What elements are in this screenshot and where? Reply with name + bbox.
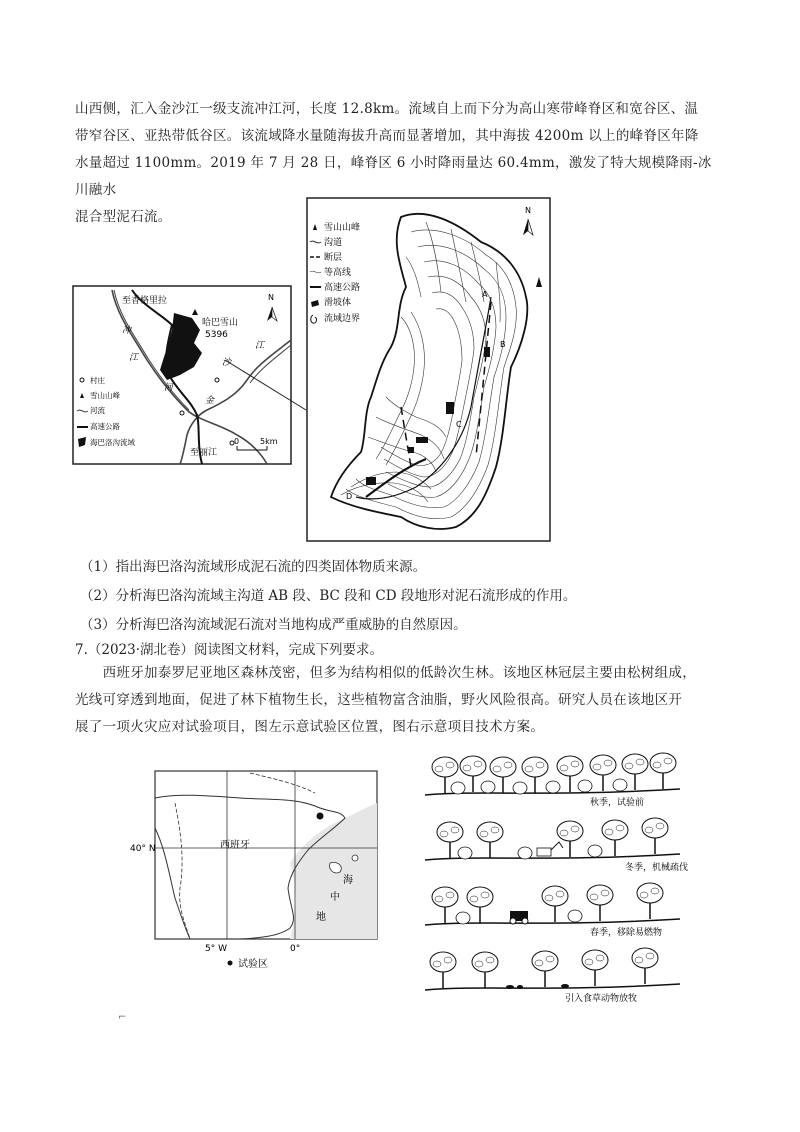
point-a: A [482,290,488,299]
river-label-he: 河 [164,383,174,393]
svg-text:滑坡体: 滑坡体 [324,298,352,308]
svg-text:高速公路: 高速公路 [324,283,361,293]
svg-text:等高线: 等高线 [324,268,352,278]
sea-label-hai: 海 [343,875,353,886]
panel-grazing [425,948,680,990]
country-label: 西班牙 [220,840,250,851]
river-label-jiang-2: 江 [255,341,265,351]
basin-map [306,197,551,542]
question-3: （3）分析海巴洛沟流域泥石流对当地构成严重威胁的自然原因。 [80,617,467,633]
excavator-icon [537,842,563,856]
svg-text:流域边界: 流域边界 [324,314,361,324]
q7-line-2: 光线可穿透到地面，促进了林下植物生长，这些植物富含油脂，野火风险很高。研究人员在该地区开 [75,692,683,708]
sea-label-zhong: 中 [330,892,340,903]
point-d: D [346,492,353,501]
tractor-icon [510,911,528,924]
question-2: （2）分析海巴洛沟流域主沟道 AB 段、BC 段和 CD 段地形对泥石流形成的作用。 [80,588,577,604]
mountain-name-label: 哈巴雪山 [202,318,239,328]
north-label: N [525,206,531,215]
latitude-label: 40° N [130,844,156,854]
panel-caption-3: 春季，移除易燃物 [590,928,663,938]
svg-text:河流: 河流 [90,406,105,415]
intro-line-2: 带窄谷区、亚热带低谷区。该流域降水量随海拔升高而显著增加，其中海拔 4200m 以上的峰脊区年降 [75,128,699,144]
scheme-panels [425,745,689,1005]
svg-text:村庄: 村庄 [90,376,105,385]
svg-text:雪山山峰: 雪山山峰 [324,223,361,233]
question-7-text [75,660,725,741]
panel-spring [425,883,680,925]
panel-caption-1: 秋季，试验前 [590,798,645,808]
river-label-jin: 金 [205,396,215,406]
to-shangri-la-label: 至香格里拉 [122,296,168,306]
svg-text:高速公路: 高速公路 [90,422,120,431]
panel-autumn [425,753,680,795]
panel-caption-2: 冬季，机械疏伐 [625,863,689,873]
river-label-chong: 冲 [122,326,132,336]
q7-line-3: 展了一项火灾应对试验项目，图左示意试验区位置，图右示意项目技术方案。 [75,719,545,735]
spain-map [130,768,380,973]
north-label: N [268,293,274,302]
question-7-heading: 7.（2023·湖北卷）阅读图文材料，完成下列要求。 [75,642,384,658]
sea-label-di: 地 [316,912,326,923]
intro-line-3: 水量超过 1100mm。2019 年 7 月 28 日，峰脊区 6 小时降雨量达 60.4mm，激发了特大规模降雨-冰川融水 [75,155,712,198]
test-area-legend: 试验区 [238,959,268,970]
scale-five: 5km [260,437,278,446]
panel-caption-4: 引入食草动物放牧 [565,994,638,1004]
panel-winter [425,818,680,860]
svg-text:雪山山峰: 雪山山峰 [90,391,120,400]
point-c: C [456,420,462,429]
scale-zero: 0 [234,437,240,446]
point-b: B [500,340,506,349]
svg-text:断层: 断层 [324,253,343,263]
to-lijiang-label: 至丽江 [190,448,218,458]
longitude-zero-label: 0° [290,944,301,954]
river-label-sha: 沙 [222,358,232,368]
question-1: （1）指出海巴洛沟流域形成泥石流的四类固体物质来源。 [80,559,427,575]
intro-line-4: 混合型泥石流。 [75,209,172,225]
corner-mark: ⌐ [118,1012,127,1023]
intro-line-1: 山西侧，汇入金沙江一级支流冲江河，长度 12.8km。流域自上而下分为高山寒带峰脊区和宽谷区、温 [75,101,699,117]
q7-line-1: 西班牙加泰罗尼亚地区森林茂密，但多为结构相似的低龄次生林。该地区林冠层主要由松树组成， [75,665,696,681]
svg-text:沟道: 沟道 [324,238,343,248]
test-area-marker [317,813,324,820]
longitude-west-label: 5° W [205,944,227,954]
mountain-elevation-label: 5396 [205,330,228,340]
river-label-jiang-1: 江 [129,353,139,363]
svg-text:海巴洛沟流域: 海巴洛沟流域 [90,438,135,447]
